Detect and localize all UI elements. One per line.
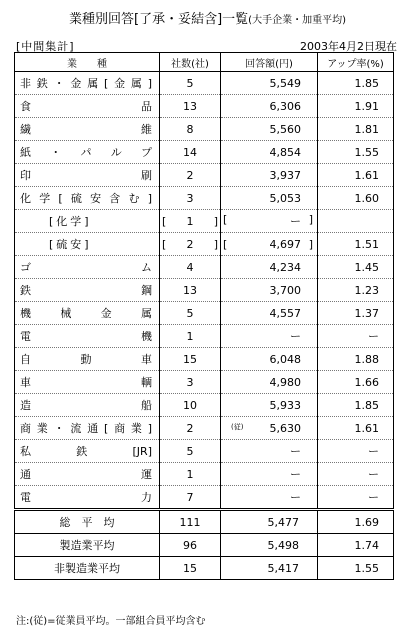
amount-value: 5,630: [269, 421, 301, 435]
table-row: [15, 486, 394, 510]
count-cell: 13: [160, 95, 221, 118]
table-row: [15, 348, 394, 371]
table-row: [15, 256, 394, 279]
total-count: 15: [160, 557, 221, 580]
page-title: [0, 8, 415, 27]
amount-cell: [221, 371, 318, 394]
table-row: [15, 210, 394, 233]
rate-cell: 1.85: [318, 72, 394, 95]
amount-cell: [221, 95, 318, 118]
amount-cell: [221, 417, 318, 440]
count-cell: 5: [160, 72, 221, 95]
rate-cell: ー: [318, 325, 394, 348]
amount-value: 4,980: [269, 375, 301, 389]
industry-cell: 機械金属: [15, 302, 160, 325]
amount-value: ー: [290, 330, 301, 343]
amount-value: 5,560: [269, 122, 301, 136]
table-row: [15, 440, 394, 463]
industry-cell: 鉄鋼: [15, 279, 160, 302]
industry-cell: 食品: [15, 95, 160, 118]
industry-cell: 通運: [15, 463, 160, 486]
header-row: [15, 53, 394, 72]
total-rate: 1.74: [318, 534, 394, 557]
table-row: [15, 233, 394, 256]
table-row: [15, 325, 394, 348]
total-label: 総 平 均: [15, 510, 160, 534]
amount-cell: [221, 164, 318, 187]
total-amount: 5,498: [221, 534, 318, 557]
industry-cell: [化学]: [15, 210, 160, 233]
industry-cell: 私鉄[JR]: [15, 440, 160, 463]
count-cell: 3: [160, 187, 221, 210]
rate-cell: 1.60: [318, 187, 394, 210]
amount-cell: [221, 486, 318, 510]
rate-cell: 1.55: [318, 141, 394, 164]
amount-cell: [221, 187, 318, 210]
count-value: 2: [186, 237, 194, 251]
count-cell: 2: [160, 417, 221, 440]
total-amount: 5,417: [221, 557, 318, 580]
results-table: [14, 52, 394, 580]
rate-cell: 1.51: [318, 233, 394, 256]
total-amount: 5,477: [221, 510, 318, 534]
count-value: 1: [186, 214, 194, 228]
amount-value: 3,937: [269, 168, 301, 182]
count-cell: 15: [160, 348, 221, 371]
industry-cell: 電力: [15, 486, 160, 510]
industry-cell: 化学[硫安含む]: [15, 187, 160, 210]
total-label: 非製造業平均: [15, 557, 160, 580]
date-label: 2003年4月2日現在: [300, 40, 397, 53]
count-cell: [ 1 ]: [160, 210, 221, 233]
rate-cell: ー: [318, 463, 394, 486]
total-rate: 1.55: [318, 557, 394, 580]
amount-value: 4,557: [269, 306, 301, 320]
total-row: [15, 557, 394, 580]
amount-value: 5,933: [269, 398, 301, 412]
total-rate: 1.69: [318, 510, 394, 534]
amount-value: ー: [290, 468, 301, 481]
amount-cell: [221, 141, 318, 164]
table-row: [15, 187, 394, 210]
amount-value: 5,549: [269, 76, 301, 90]
amount-cell: [221, 118, 318, 141]
amount-cell: [221, 256, 318, 279]
amount-value: ー: [290, 215, 301, 228]
count-cell: 13: [160, 279, 221, 302]
industry-cell: 非鉄・金属[金属]: [15, 72, 160, 95]
table-row: [15, 279, 394, 302]
rate-cell: 1.91: [318, 95, 394, 118]
industry-cell: 印刷: [15, 164, 160, 187]
amount-value: 6,048: [269, 352, 301, 366]
rate-cell: 1.66: [318, 371, 394, 394]
count-cell: 5: [160, 302, 221, 325]
amount-cell: [221, 72, 318, 95]
industry-cell: 電機: [15, 325, 160, 348]
count-cell: [ 2 ]: [160, 233, 221, 256]
count-cell: 14: [160, 141, 221, 164]
footnote: 注:(従)=従業員平均。一部組合員平均含む: [16, 616, 206, 627]
table-row: [15, 72, 394, 95]
count-cell: 1: [160, 325, 221, 348]
industry-cell: 紙・パルプ: [15, 141, 160, 164]
industry-cell: 繊維: [15, 118, 160, 141]
title-sub: (大手企業・加重平均): [248, 15, 346, 26]
industry-cell: [硫安]: [15, 233, 160, 256]
table-row: [15, 95, 394, 118]
industry-cell: 車輌: [15, 371, 160, 394]
count-cell: 10: [160, 394, 221, 417]
section-label: [中間集計]: [16, 40, 75, 53]
table-row: [15, 463, 394, 486]
amount-value: 4,234: [269, 260, 301, 274]
count-cell: 7: [160, 486, 221, 510]
table-row: [15, 417, 394, 440]
amount-value: 3,700: [269, 283, 301, 297]
amount-cell: [221, 279, 318, 302]
total-count: 111: [160, 510, 221, 534]
total-label: 製造業平均: [15, 534, 160, 557]
amount-value: 4,697: [269, 237, 301, 251]
count-cell: 4: [160, 256, 221, 279]
amount-cell: [221, 302, 318, 325]
employee-note: (従): [231, 422, 244, 431]
rate-cell: 1.85: [318, 394, 394, 417]
header-count: 社数(社): [160, 53, 221, 72]
rate-cell: [318, 210, 394, 233]
count-cell: 1: [160, 463, 221, 486]
total-row: [15, 510, 394, 534]
table-row: [15, 164, 394, 187]
amount-value: ー: [290, 445, 301, 458]
rate-cell: 1.81: [318, 118, 394, 141]
rate-cell: 1.45: [318, 256, 394, 279]
count-cell: 3: [160, 371, 221, 394]
rate-cell: 1.37: [318, 302, 394, 325]
header-industry: 業 種: [15, 53, 160, 72]
total-row: [15, 534, 394, 557]
rate-cell: 1.23: [318, 279, 394, 302]
amount-cell: [ 4,697 ]: [221, 233, 318, 256]
table-row: [15, 118, 394, 141]
rate-cell: 1.61: [318, 417, 394, 440]
industry-cell: 造船: [15, 394, 160, 417]
table-row: [15, 371, 394, 394]
amount-cell: [ ー ]: [221, 210, 318, 233]
table-row: [15, 302, 394, 325]
total-count: 96: [160, 534, 221, 557]
industry-cell: 自動車: [15, 348, 160, 371]
amount-cell: [221, 440, 318, 463]
table-row: [15, 141, 394, 164]
amount-cell: [221, 394, 318, 417]
count-cell: 2: [160, 164, 221, 187]
amount-cell: [221, 325, 318, 348]
rate-cell: 1.88: [318, 348, 394, 371]
rate-cell: ー: [318, 486, 394, 510]
industry-cell: ゴム: [15, 256, 160, 279]
amount-value: 4,854: [269, 145, 301, 159]
industry-cell: 商業・流通[商業]: [15, 417, 160, 440]
amount-cell: [221, 463, 318, 486]
amount-cell: [221, 348, 318, 371]
rate-cell: 1.61: [318, 164, 394, 187]
title-main: 業種別回答[了承・妥結含]一覧: [69, 12, 249, 27]
rate-cell: ー: [318, 440, 394, 463]
amount-value: ー: [290, 491, 301, 504]
count-cell: 5: [160, 440, 221, 463]
count-cell: 8: [160, 118, 221, 141]
amount-value: 6,306: [269, 99, 301, 113]
header-amount: 回答額(円): [221, 53, 318, 72]
amount-value: 5,053: [269, 191, 301, 205]
header-rate: アップ率(%): [318, 53, 394, 72]
table-row: [15, 394, 394, 417]
